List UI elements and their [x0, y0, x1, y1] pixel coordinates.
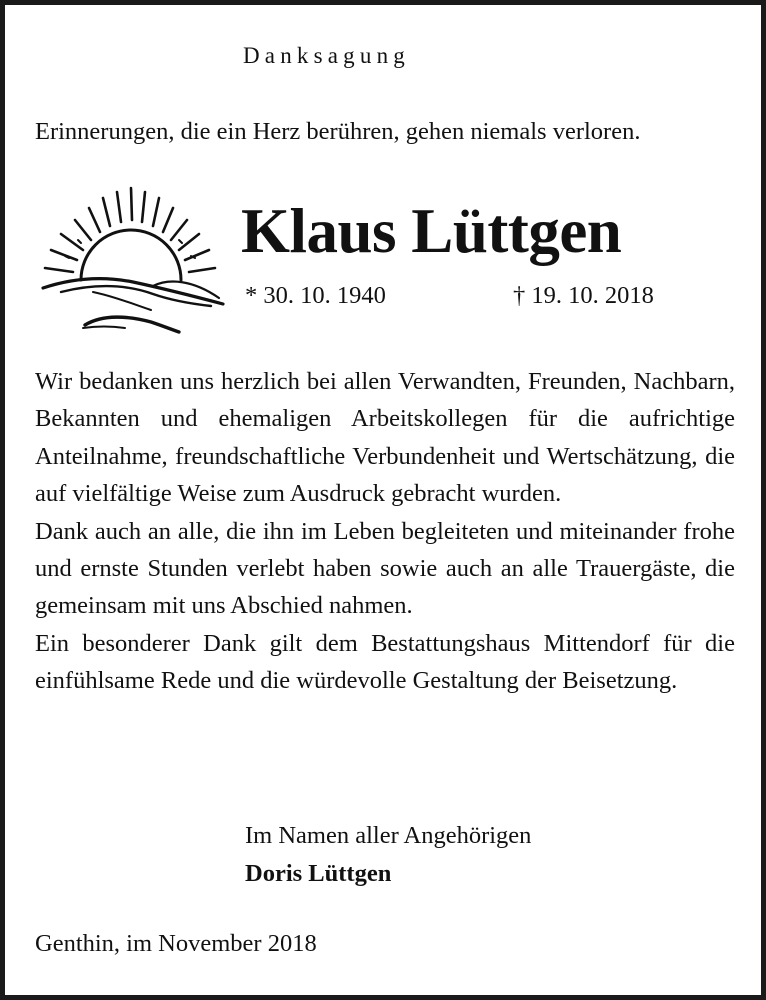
signoff [245, 817, 531, 893]
thanks-text [35, 363, 735, 700]
signoff-line: Im Namen aller Angehörigen [245, 822, 532, 849]
signer-name: Doris Lüttgen [245, 860, 392, 887]
death-date: † 19. 10. 2018 [513, 282, 654, 309]
thanks-paragraph: Ein besonderer Dank gilt dem Bestattungshaus Mittendorf für die einfühlsame Rede und die würdevolle Gestaltung der Beisetzung. [35, 629, 735, 695]
notice-heading: Danksagung [243, 43, 410, 68]
birth-date: * 30. 10. 1940 [245, 282, 386, 309]
sunset-over-hills-icon [33, 180, 228, 340]
thanks-paragraph: Wir bedanken uns herzlich bei allen Verwandten, Freunden, Nachbarn, Bekannten und ehemaligen Arbeitskollegen für die aufrichtige Anteilnahme, freundschaftliche Verbundenheit und Wertschätzung, die auf vielfältige Weise zum Ausdruck gebracht wurden. [35, 368, 735, 508]
deceased-name: Klaus Lüttgen [241, 196, 622, 266]
place-date: Genthin, im November 2018 [35, 930, 317, 957]
thanks-paragraph: Dank auch an alle, die ihn im Leben begleiteten und miteinander frohe und ernste Stunden verlebt haben sowie auch an alle Trauergäste, die gemeinsam mit uns Abschied nahmen. [35, 517, 735, 620]
motto: Erinnerungen, die ein Herz berühren, gehen niemals verloren. [35, 118, 641, 145]
